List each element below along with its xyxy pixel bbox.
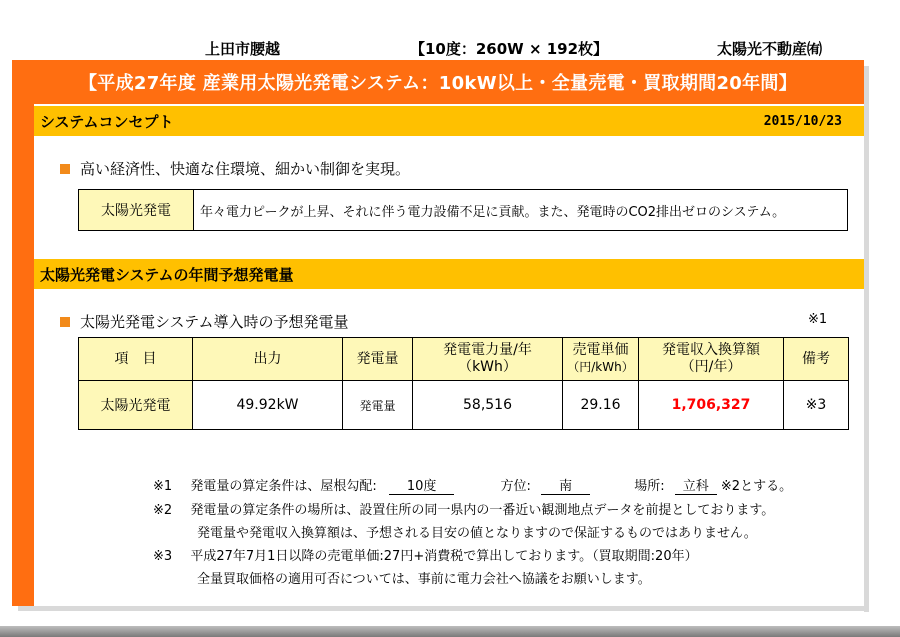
- column-header: 売電単価 （円/kWh）: [563, 338, 639, 381]
- note-2-line-2: 発電量や発電収入換算額は、予想される目安の値となりますので保証するものではありません。: [197, 526, 757, 541]
- note-mark: ※1: [808, 312, 828, 327]
- generation-table: [78, 337, 849, 430]
- square-bullet-icon: [60, 164, 70, 174]
- concept-bullet: [60, 158, 410, 179]
- square-bullet-icon: [60, 317, 70, 327]
- table-header-row: [79, 338, 849, 381]
- cell-annual-income: 1,706,327: [639, 381, 784, 430]
- spec-label: 【10度：260W × 192枚】: [410, 40, 609, 58]
- cell-generation: 発電量: [343, 381, 413, 430]
- cell-output: 49.92kW: [193, 381, 343, 430]
- document-date: 2015/10/23: [763, 113, 842, 129]
- column-header: 発電電力量/年 （kWh）: [413, 338, 563, 381]
- concept-text: 年々電力ピークが上昇、それに伴う電力設備不足に貢献。また、発電時のCO2排出ゼロのシステム。: [200, 204, 786, 220]
- title-bar: [12, 60, 864, 104]
- section-title: システムコンセプト: [40, 112, 174, 131]
- cell-unit-price: 29.16: [563, 381, 639, 430]
- column-header: 備考: [784, 338, 849, 381]
- column-header: 出力: [193, 338, 343, 381]
- section-header-generation: [34, 259, 864, 289]
- cell-remark: ※3: [784, 381, 849, 430]
- section-title: 太陽光発電システムの年間予想発電量: [40, 265, 294, 284]
- note-2: ※2 発電量の算定条件の場所は、設置住所の同一県内の一番近い観測地点データを前提としております。: [153, 503, 775, 518]
- location-label: 上田市腰越: [205, 40, 281, 58]
- column-header: 発電収入換算額 （円/年）: [639, 338, 784, 381]
- column-header: 発電量: [343, 338, 413, 381]
- cell-item: 太陽光発電: [79, 381, 193, 430]
- concept-box: [78, 189, 848, 231]
- cell-annual-kwh: 58,516: [413, 381, 563, 430]
- generation-bullet-text: 太陽光発電システム導入時の予想発電量: [80, 313, 349, 331]
- column-header: 項 目: [79, 338, 193, 381]
- note-1: ※1 発電量の算定条件は、屋根勾配: 10度 方位: 南 場所: 立科 ※2とする。: [153, 479, 793, 494]
- note-3-line-2: 全量買取価格の適用可否については、事前に電力会社へ協議をお願いします。: [197, 572, 651, 587]
- document-title: 【平成27年度 産業用太陽光発電システム：10kW以上・全量売電・買取期間20年間】: [78, 73, 798, 94]
- concept-label: 太陽光発電: [79, 190, 194, 230]
- company-label: 太陽光不動産㈲: [717, 40, 823, 58]
- concept-bullet-text: 高い経済性、快適な住環境、細かい制御を実現。: [80, 160, 411, 178]
- generation-bullet: [60, 311, 349, 332]
- frame-shadow: [864, 66, 869, 612]
- note-3: ※3 平成27年7月1日以降の売電単価:27円+消費税で算出しております。（買取期間:20年）: [153, 549, 698, 564]
- frame-shadow-bottom: [18, 606, 869, 611]
- page-bottom-edge: [0, 626, 900, 637]
- table-row: [79, 381, 849, 430]
- section-header-concept: [34, 106, 864, 136]
